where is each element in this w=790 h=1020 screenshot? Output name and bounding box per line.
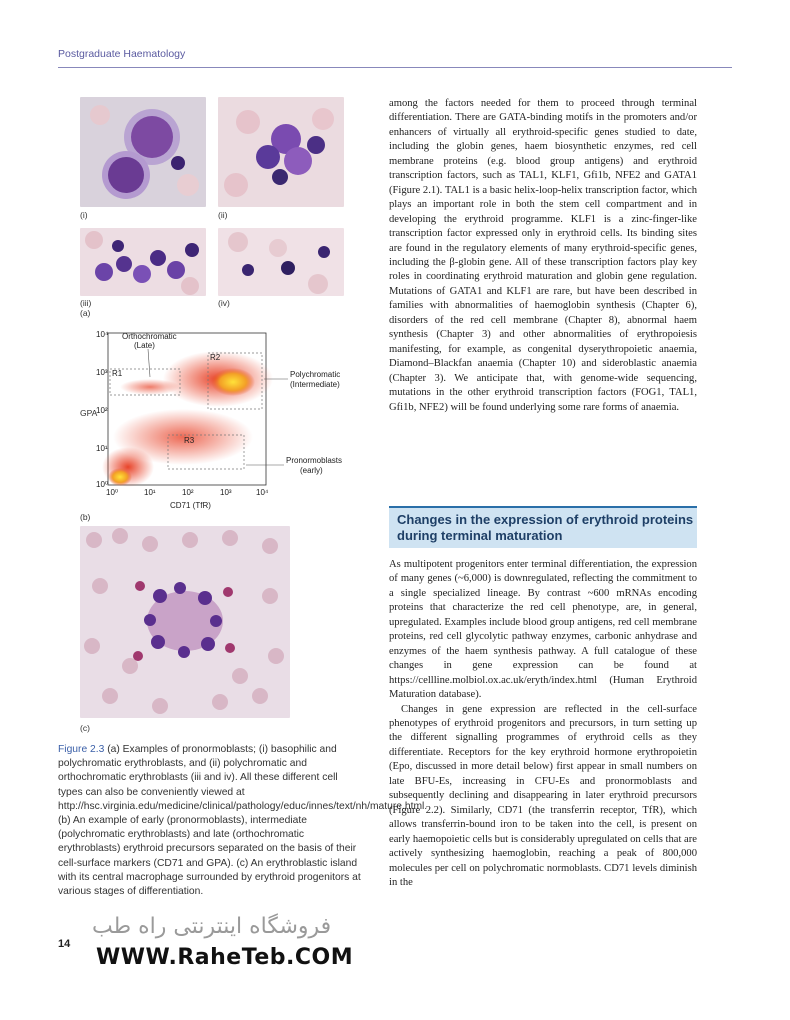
figure-caption (58, 743, 428, 899)
panel-label-iv: (iv) (218, 298, 230, 308)
y-tick-4: 10⁴ (96, 330, 109, 339)
annot-polychromatic-1: Polychromatic (290, 370, 341, 379)
annot-pronormoblasts-1: Pronormoblasts (286, 456, 343, 465)
leader-orthochromatic (148, 349, 150, 377)
gate-label-r2: R2 (210, 353, 221, 362)
cloud-low-core (108, 468, 132, 486)
paragraph-1: among the factors needed for them to proceed through terminal differentiation. There are GATA-binding motifs in the promoters and/or enhancers of virtually all erythroid-specific genes studied to date, including the globin genes, haem biosynthetic enzymes, red cell membrane proteins (e.g. blood group antigens) and erythroid transcription factors, such as TAL1, KLF1, Gfi1b, NFE2 and GATA1 (Figure 2.1). TAL1 is a basic helix-loop-helix transcription factor, which plays an important role in both the stem cell compartment and in developing the erythroid programme. KLF1 is a zinc-finger-like transcription factor expressed only in erythroid cells. Its binding sites are found in the regulatory elements of many erythroid-specific genes, including the β-globin gene. All of these transcription factors play key roles in coordinating erythroid maturation and globin gene regulation. Mutations of GATA1 and KLF1 are rare, but have been described in families with abnormalities of haemoglobin synthesis (Chapter 6), disorders of the red cell membrane (Chapter 8), abnormal haem synthesis (Chapter 3) and other abnormalities of erythropoiesis manifesting, for example, as congenital dyserythropoietic anaemia, Diamond–Blackfan anaemia (Chapter 10) and sideroblastic anaemia (Chapter 3). We anticipate that, with genome-wide sequencing, mutations in the other erythroid transcription factors (FOG1, TAL1, Gfi1b, NFE2) will be found underlying some rare forms of anaemia. (389, 98, 697, 413)
x-tick-3: 10³ (220, 488, 232, 497)
panel-label-a: (a) (80, 308, 91, 318)
panel-label-i: (i) (80, 210, 88, 220)
section-heading: Changes in the expression of erythroid proteins during terminal maturation (397, 512, 694, 543)
page-number: 14 (58, 938, 71, 950)
caption-text: (a) Examples of pronormoblasts; (i) basophilic and polychromatic erythroblasts, and (ii) polychromatic and orthochromatic erythroblasts (iii and iv). All these different cell types can also be conveniently viewed at http://hsc.virginia.edu/medicine/clinical/pathology/educ/innes/text/nh/mature.html. (b) An example of early (pronormoblasts), intermediate (polychromatic erythroblasts) and late (orthochromatic erythroblasts) erythroid precursors separated on the basis of their cell-surface markers (CD71 and GPA). (c) An erythroblastic island with its central macrophage surrounded by erythroid progenitors at various stages of differentiation. (58, 744, 428, 898)
paragraph-3: Changes in gene expression are reflected in the cell-surface phenotypes of erythroid progenitors and precursors, in turn setting up the different signalling programmes of erythroid cells as they differentiate. Receptors for the key erythroid hormone erythropoietin (Epo, discussed in more detail below) first appear in small numbers on late BFU-Es, increasing in CFU-Es and pronormoblasts and subsequently declining and disappearing in later erythroid precursors (Figure 2.2). Similarly, CD71 (the transferrin receptor, TfR), which allows transferrin-bound iron to be taken into the cell, is present on early haemopoietic cells but is considerably upregulated on cells that are actively synthesizing haemoglobin, reaching a peak of 800,000 molecules per cell on polychromatic normoblasts. CD71 levels diminish in the (389, 703, 697, 888)
x-tick-1: 10¹ (144, 488, 156, 497)
x-tick-0: 10⁰ (106, 488, 119, 497)
panel-label-c: (c) (80, 723, 90, 733)
cloud-polychromatic-core (211, 368, 255, 396)
x-tick-2: 10² (182, 488, 194, 497)
y-tick-3: 10³ (96, 368, 108, 377)
micrograph-a-i (80, 97, 206, 207)
body-column-bottom (389, 558, 697, 890)
section-heading-box (389, 506, 697, 548)
cloud-orthochromatic (120, 379, 180, 395)
panel-label-b: (b) (80, 512, 91, 522)
header-rule (58, 67, 732, 68)
micrograph-a-iii (80, 228, 206, 296)
watermark-url: WWW.RaheTeb.COM (96, 945, 354, 970)
y-tick-0: 10⁰ (96, 480, 109, 489)
micrograph-c (80, 526, 290, 718)
annot-pronormoblasts-2: (early) (300, 466, 323, 475)
gate-label-r3: R3 (184, 436, 195, 445)
panel-label-iii: (iii) (80, 298, 92, 308)
annot-orthochromatic-2: (Late) (134, 341, 155, 350)
x-axis-label: CD71 (TfR) (170, 501, 211, 510)
x-tick-4: 10⁴ (256, 488, 269, 497)
y-tick-1: 10¹ (96, 444, 108, 453)
micrograph-a-iv (218, 228, 344, 296)
panel-label-ii: (ii) (218, 210, 228, 220)
micrograph-a-ii (218, 97, 344, 207)
running-header: Postgraduate Haematology (58, 48, 186, 60)
flow-cytometry-plot (88, 327, 368, 512)
gate-label-r1: R1 (112, 369, 123, 378)
body-column-top (389, 97, 697, 415)
watermark-persian: فروشگاه اینترنتی راه طب (92, 914, 332, 939)
annot-orthochromatic-1: Orthochromatic (122, 332, 177, 341)
figure-label: Figure 2.3 (58, 744, 105, 755)
annot-polychromatic-2: (Intermediate) (290, 380, 340, 389)
y-tick-2: 10² (96, 406, 108, 415)
y-axis-label: GPA (80, 408, 98, 418)
paragraph-2: As multipotent progenitors enter terminal differentiation, the expression of many genes (~6,000) is downregulated, reflecting the commitment to a single specialized lineage. By contrast ~600 mRNAs encoding proteins that characterize the red cell phenotype, are, in general, upregulated. Examples include blood group antigens, red cell membrane proteins, red cell glycolytic pathway enzymes, carbonic anhydrase and enzymes of the haem synthesis pathway. A full catalogue of these changes in gene expression can be found at https://cellline.molbiol.ox.ac.uk/eryth/index.html (Human Erythroid Maturation database). (389, 559, 697, 701)
